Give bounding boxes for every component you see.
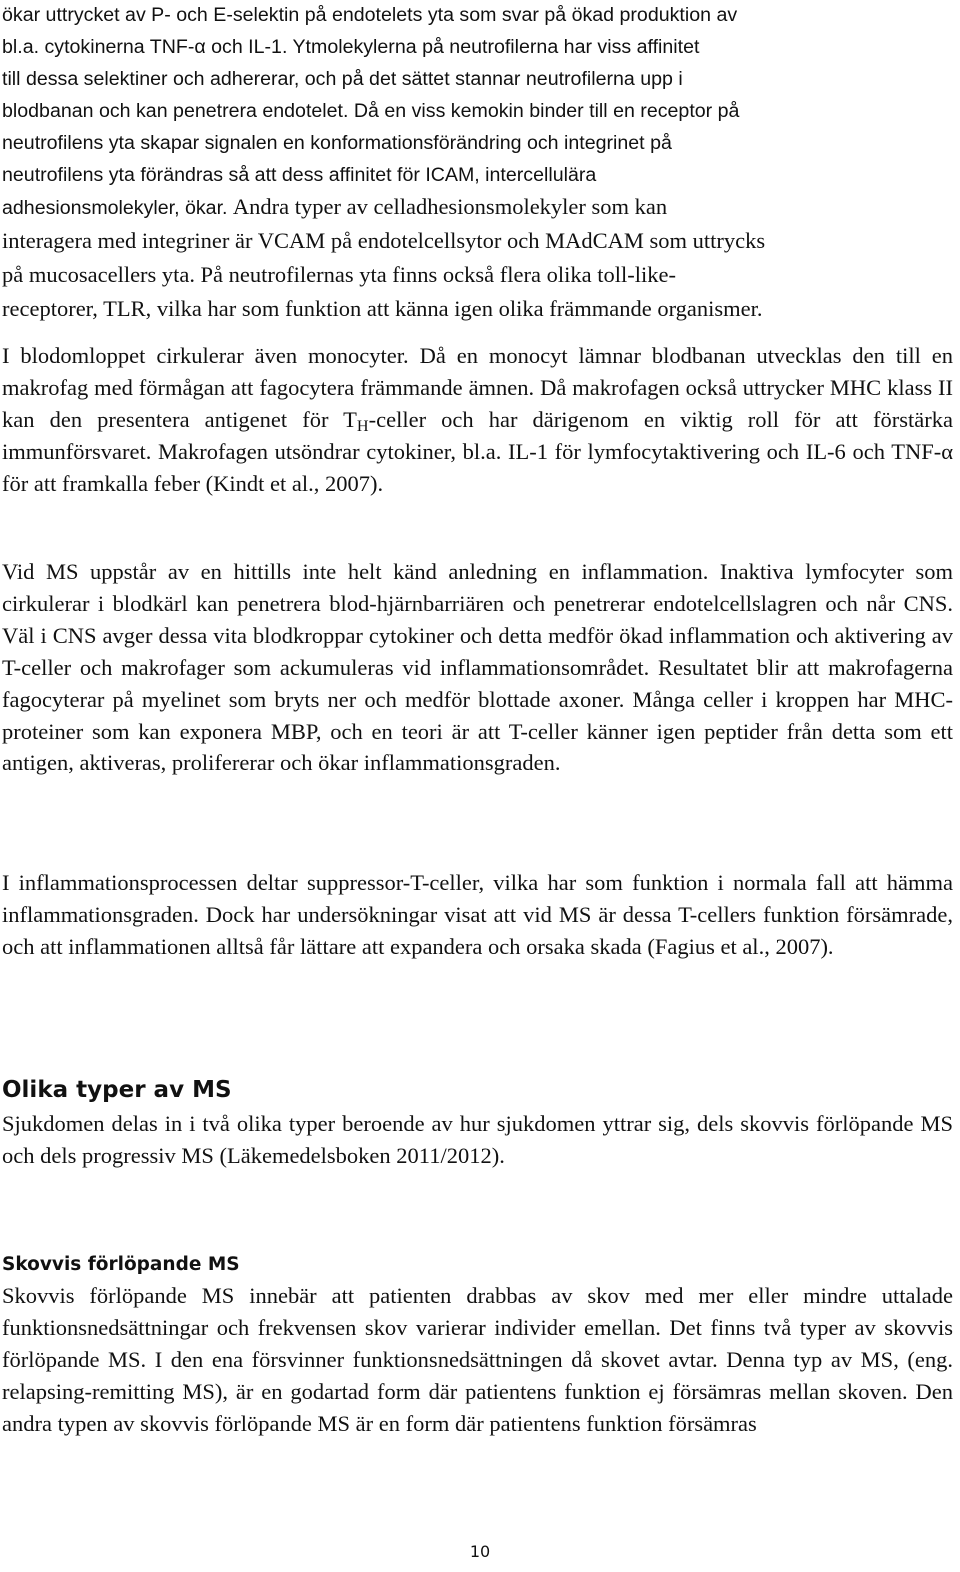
text-run: I blodomloppet cirkulerar även monocyter. Då en monocyt lämnar blodbanan utvecklas den till en makrofag med förmågan att fagocytera främmande ämnen. Då makrofagen också uttrycker MHC klass II kan den presentera antigenet för T	[2, 343, 953, 432]
paragraph-neutrophils	[2, 0, 953, 327]
text-line: till dessa selektiner och adhererar, och på det sättet stannar neutrofilerna upp i	[2, 67, 683, 90]
heading-relapsing-ms: Skovvis förlöpande MS	[2, 1254, 240, 1275]
text-line: på mucosacellers yta.	[2, 262, 196, 288]
text-line: Då en viss kemokin binder till en receptor på	[353, 99, 740, 122]
paragraph-suppressor-t-cells: I inflammationsprocessen deltar suppressor-T-celler, vilka har som funktion i normala fall att hämma inflammationsgraden. Dock har undersökningar visat att vid MS är dessa T-cellers funktion försämrade, och att inflammationen alltså får lättare att expandera och orsaka skada (Fagius et al., 2007).	[2, 870, 953, 959]
text-line: receptorer, TLR, vilka har som funktion att känna igen olika främmande organismer.	[2, 296, 763, 322]
subscript-h: H	[356, 416, 369, 435]
text-line: Andra typer av celladhesionsmolekyler som kan	[232, 194, 668, 220]
paragraph-monocytes	[2, 340, 953, 500]
text-line: interagera med integriner är VCAM på endotelcellsytor och MAdCAM som uttrycks	[2, 228, 766, 254]
text-line: blodbanan och kan penetrera endotelet.	[2, 99, 349, 122]
text-line: ökar uttrycket av P- och E-selektin på endotelets yta som svar på ökad produktion av	[2, 4, 738, 26]
text-line: adhesionsmolekyler, ökar.	[2, 197, 228, 220]
text-line: bl.a. cytokinerna TNF-α och IL-1. Ytmolekylerna på neutrofilerna har viss affinitet	[2, 35, 700, 58]
paragraph-ms-inflammation: Vid MS uppstår av en hittills inte helt känd anledning en inflammation. Inaktiva lymfocyter som cirkulerar i blodkärl kan penetrera blod-hjärnbarriären och penetrerar endotelcellslagren och når CNS. Väl i CNS avger dessa vita blodkroppar cytokiner och detta medför ökad inflammation och aktivering av T-celler och makrofager som ackumuleras vid inflammationsområdet. Resultatet blir att makrofagerna fagocyterar på myelinet som bryts ner och medför blottade axoner. Många celler i kroppen har MHC-proteiner som kan exponera MBP, och en teori är att T-celler känner igen peptider från detta som ett antigen, aktiveras, prolifererar och ökar inflammationsgraden.	[2, 559, 953, 776]
page-number: 10	[469, 1542, 491, 1561]
text-run: -celler och har därigenom en viktig roll för att förstärka immunförsvaret. Makrofagen utsöndrar cytokiner, bl.a. IL-1 för lymfocytaktivering och IL-6 och TNF-α för att framkalla feber (Kindt et al., 2007).	[2, 406, 953, 496]
heading-ms-types: Olika typer av MS	[2, 1077, 232, 1103]
paragraph-relapsing-ms: Skovvis förlöpande MS innebär att patienten drabbas av skov med mer eller mindre uttalade funktionsnedsättningar och frekvensen skov varierar individer emellan. Det finns två typer av skovvis förlöpande MS. I den ena försvinner funktionsnedsättningen då skovet avtar. Denna typ av MS, (eng. relapsing-remitting MS), är en godartad form där patientens funktion ej försämras mellan skoven. Den andra typen av skovvis förlöpande MS är en form där patientens funktion försämras	[2, 1283, 953, 1436]
paragraph-ms-types: Sjukdomen delas in i två olika typer beroende av hur sjukdomen yttrar sig, dels skovvis förlöpande MS och dels progressiv MS (Läkemedelsboken 2011/2012).	[2, 1111, 953, 1168]
text-line: neutrofilens yta förändras så att dess affinitet för ICAM, intercellulära	[2, 163, 597, 186]
text-line: På neutrofilernas yta finns också flera olika toll-like-	[200, 262, 676, 288]
text-line: neutrofilens yta skapar signalen en konformationsförändring och integrinet på	[2, 131, 672, 154]
